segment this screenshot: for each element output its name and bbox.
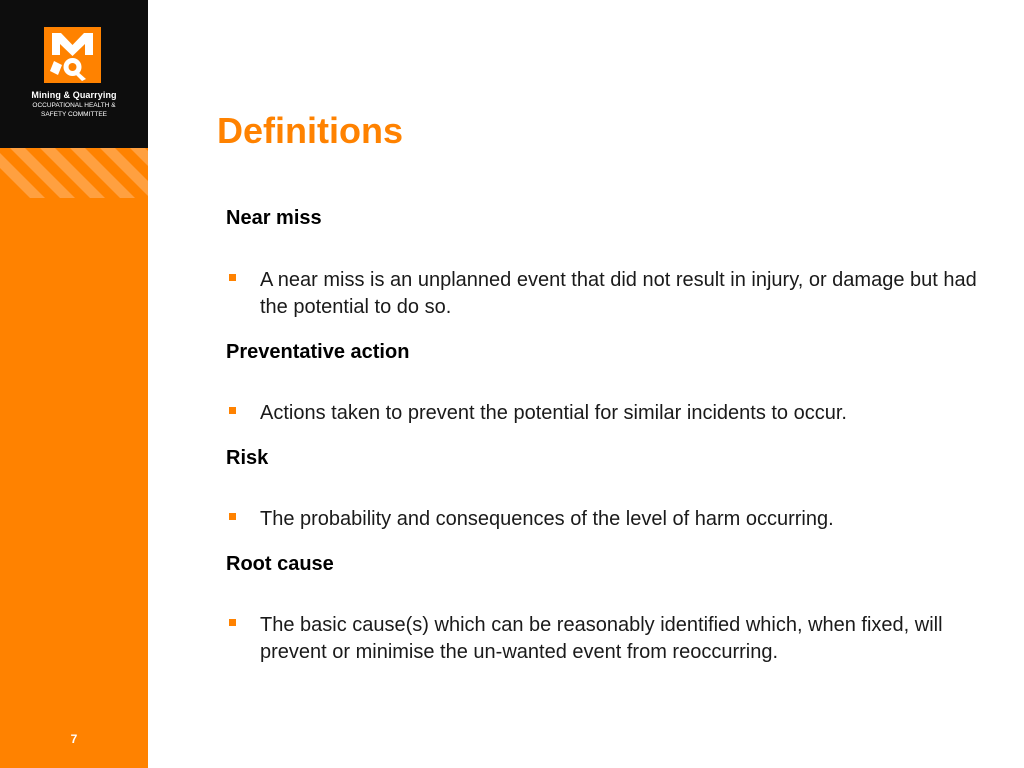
sidebar [0, 0, 148, 768]
definition-text: Actions taken to prevent the potential for similar incidents to occur. [260, 402, 847, 424]
term-near-miss: Near miss [226, 207, 322, 229]
definition-text: The basic cause(s) which can be reasonably identified which, when fixed, will prevent or minimise the un-wanted event from reoccurring. [260, 614, 943, 663]
definition-text: A near miss is an unplanned event that did not result in injury, or damage but had the potential to do so. [260, 269, 977, 318]
bullet-icon [229, 407, 236, 414]
definition-text: The probability and consequences of the level of harm occurring. [260, 508, 834, 530]
bullet-icon [229, 274, 236, 281]
logo-subtitle-line-2: SAFETY COMMITTEE [41, 111, 107, 118]
bullet-icon [229, 513, 236, 520]
decorative-stripes [0, 148, 148, 198]
term-risk: Risk [226, 447, 269, 469]
page-title: Definitions [217, 110, 403, 151]
bullet-icon [229, 619, 236, 626]
mq-logo-icon [44, 27, 101, 83]
logo-title: Mining & Quarrying [31, 90, 117, 100]
logo [0, 0, 148, 148]
page-number: 7 [70, 732, 78, 746]
logo-subtitle-line-1: OCCUPATIONAL HEALTH & [32, 102, 116, 109]
term-preventative-action: Preventative action [226, 341, 410, 363]
term-root-cause: Root cause [226, 553, 334, 575]
